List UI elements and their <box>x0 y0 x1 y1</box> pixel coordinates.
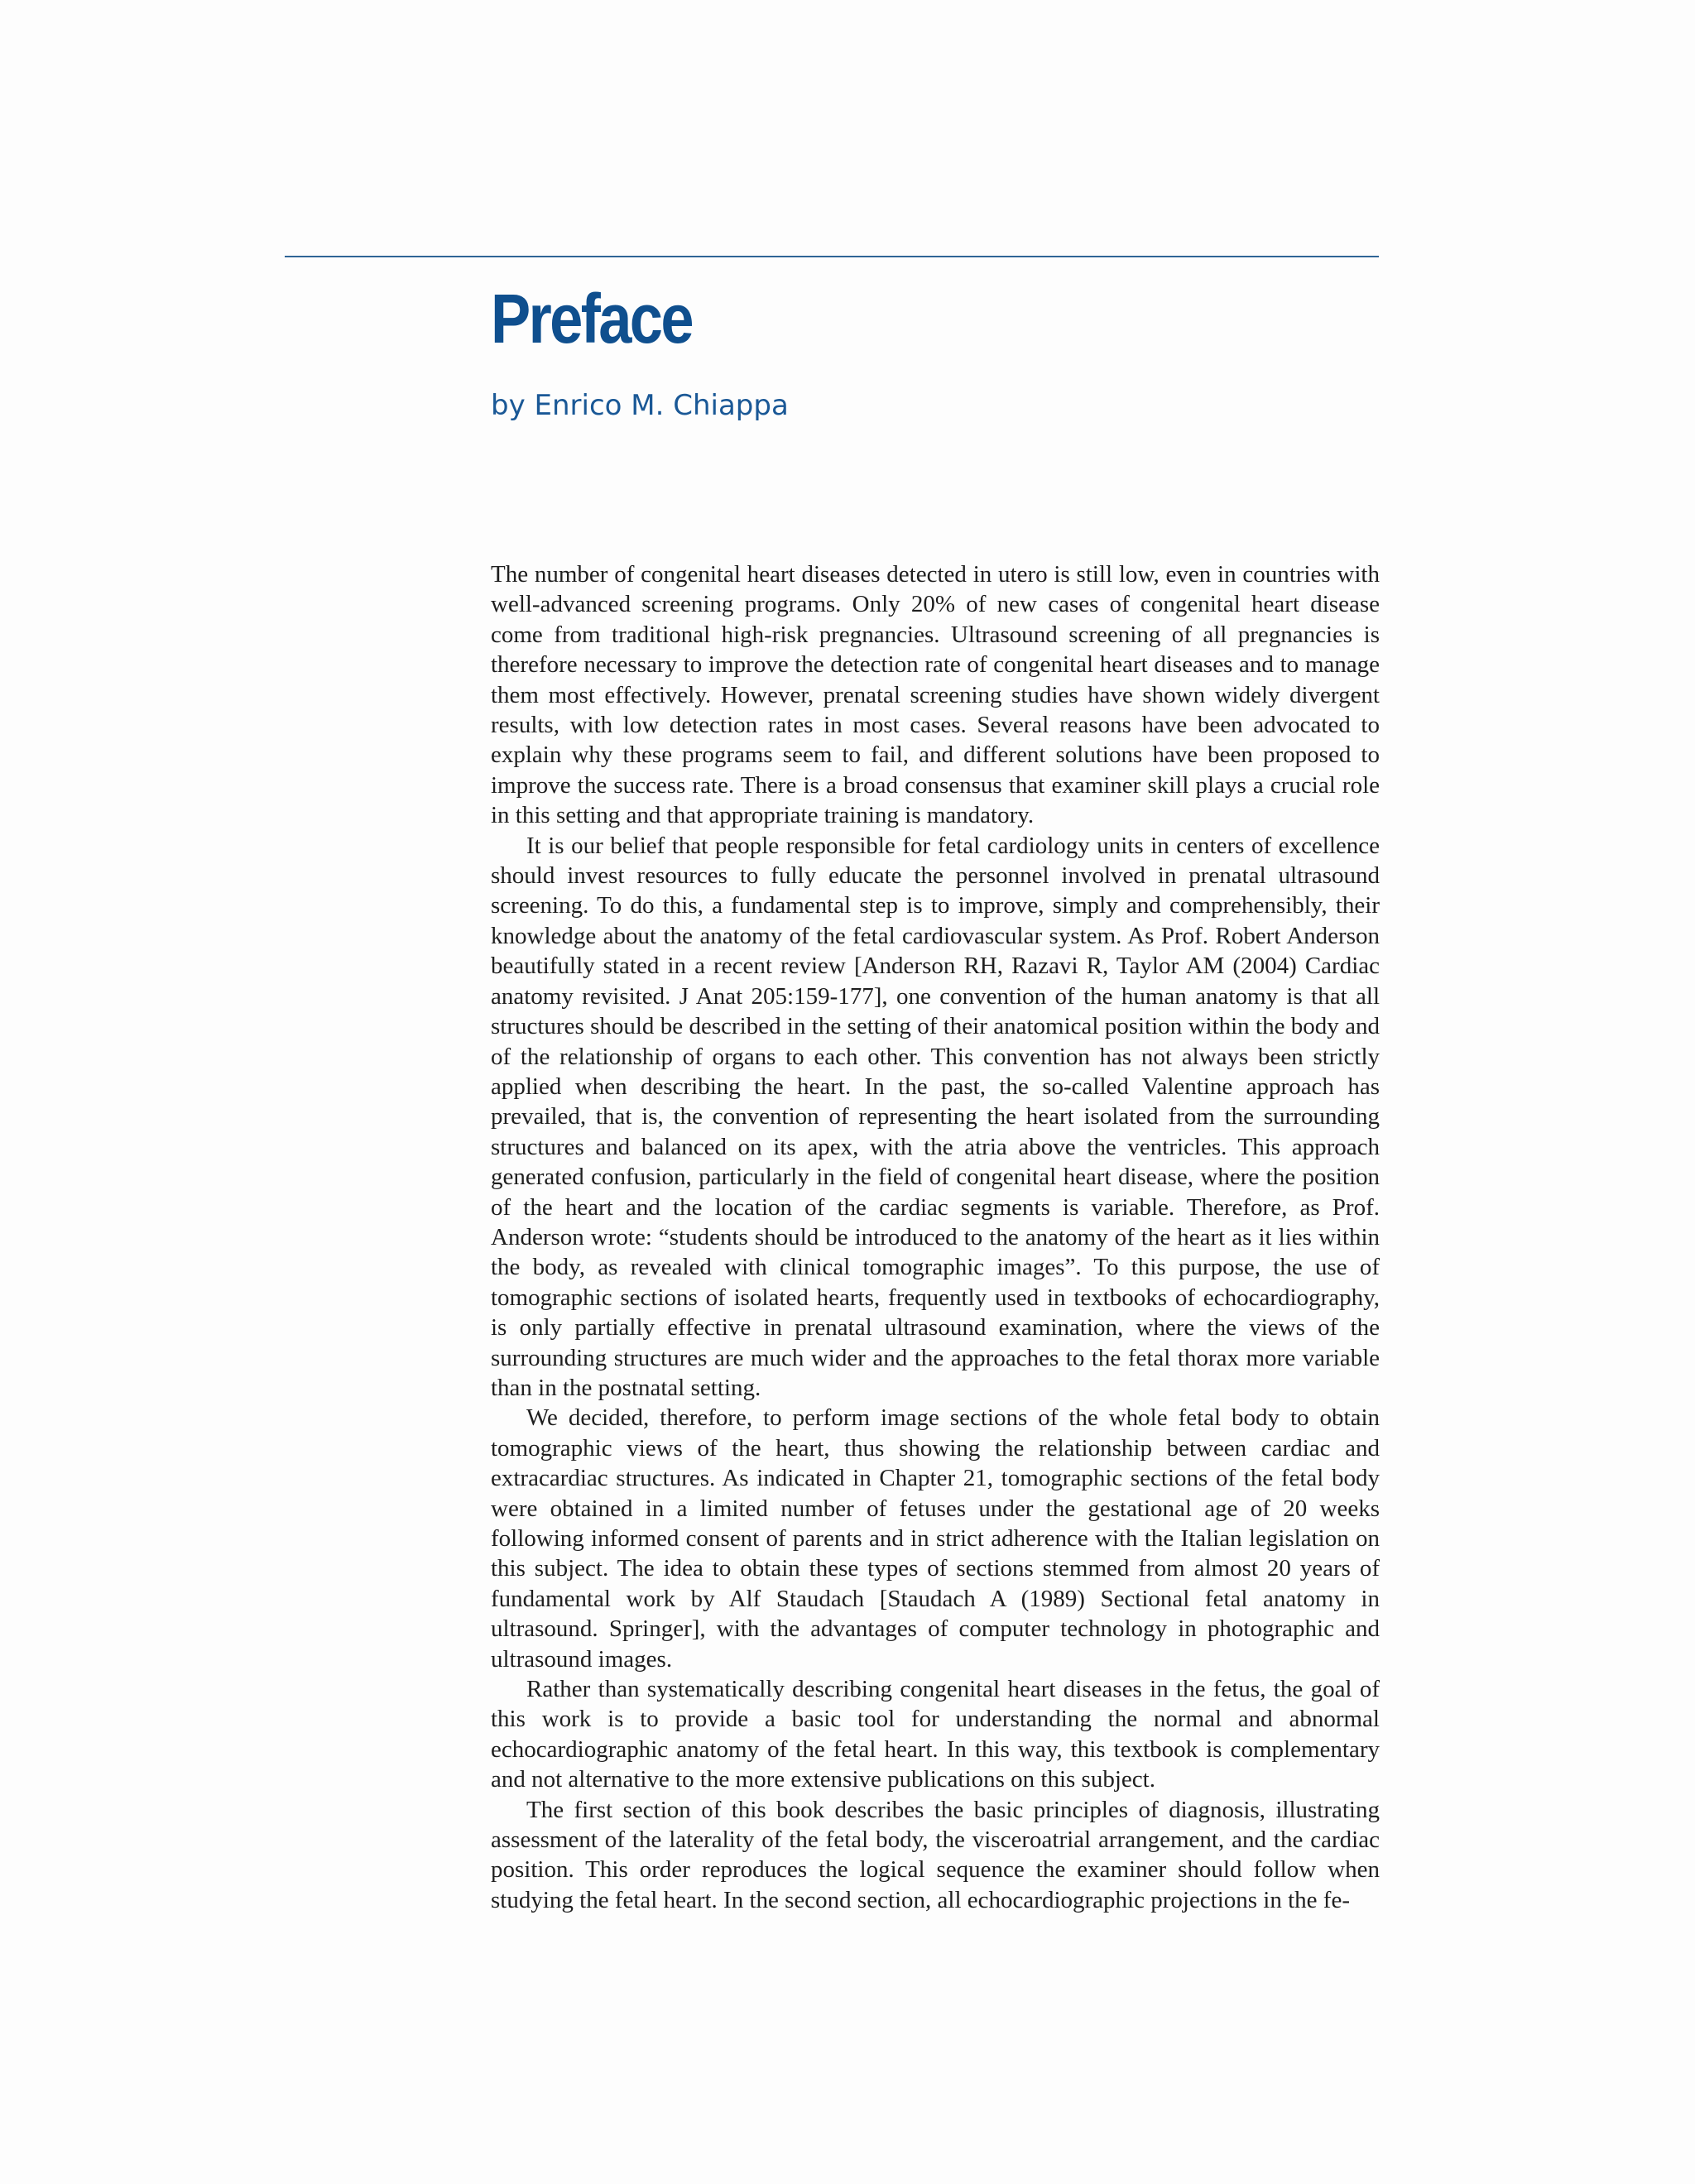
author-byline: by Enrico M. Chiappa <box>491 389 789 422</box>
page-title: Preface <box>491 280 693 358</box>
preface-body <box>491 559 1380 1915</box>
paragraph-4: Rather than systematically describing congenital heart diseases in the fetus, the goal of this work is to provide a basic tool for understanding the normal and abnormal echocardiographic anatomy of the fetal heart. In this way, this textbook is complementary and not alternative to the more extensive publications on this subject. <box>491 1676 1380 1793</box>
paragraph-1: The number of congenital heart diseases detected in utero is still low, even in countries with well-advanced screening programs. Only 20% of new cases of congenital heart disease come from traditional high-risk pregnancies. Ultrasound screening of all pregnancies is therefore necessary to improve the detection rate of congenital heart diseases and to manage them most effectively. However, prenatal screening studies have shown widely divergent results, with low detection rates in most cases. Several reasons have been advocated to explain why these programs seem to fail, and different solutions have been proposed to improve the success rate. There is a broad consensus that examiner skill plays a crucial role in this setting and that appropriate training is mandatory. <box>491 561 1380 829</box>
paragraph-3: We decided, therefore, to perform image sections of the whole fetal body to obtain tomographic views of the heart, thus showing the relationship between cardiac and extracardiac structures. As indicated in Chapter 21, tomographic sections of the fetal body were obtained in a limited number of fetuses under the gestational age of 20 weeks following informed consent of parents and in strict adherence with the Italian legislation on this subject. The idea to obtain these types of sections stemmed from almost 20 years of fundamental work by Alf Staudach [Staudach A (1989) Sectional fetal anatomy in ultrasound. Springer], with the advantages of computer technology in photographic and ultrasound images. <box>491 1404 1380 1673</box>
paragraph-2: It is our belief that people responsible for fetal cardiology units in centers of excellence should invest resources to fully educate the personnel involved in prenatal ultrasound screening. To do this, a fundamental step is to improve, simply and comprehensibly, their knowledge about the anatomy of the fetal cardiovascular system. As Prof. Robert Anderson beautifully stated in a recent review [Anderson RH, Razavi R, Taylor AM (2004) Cardiac anatomy revisited. J Anat 205:159-177], one convention of the human anatomy is that all structures should be described in the setting of their anatomical position within the body and of the relationship of organs to each other. This convention has not always been strictly applied when describing the heart. In the past, the so-called Valentine approach has prevailed, that is, the convention of representing the heart isolated from the surrounding structures and balanced on its apex, with the atria above the ventricles. This approach generated confusion, particularly in the field of congenital heart disease, where the position of the heart and the location of the cardiac segments is variable. Therefore, as Prof. Anderson wrote: “students should be introduced to the anatomy of the heart as it lies within the body, as revealed with clinical tomographic images”. To this purpose, the use of tomographic sections of isolated hearts, frequently used in textbooks of echocardiography, is only partially effective in prenatal ultrasound examination, where the views of the surrounding structures are much wider and the approaches to the fetal thorax more variable than in the postnatal setting. <box>491 832 1380 1401</box>
header-rule <box>285 256 1379 257</box>
paragraph-5: The first section of this book describes the basic principles of diagnosis, illustrating assessment of the laterality of the fetal body, the visceroatrial arrangement, and the cardiac position. This order reproduces the logical sequence the examiner should follow when studying the fetal heart. In the second section, all echocardiographic projections in the fe- <box>491 1796 1380 1913</box>
